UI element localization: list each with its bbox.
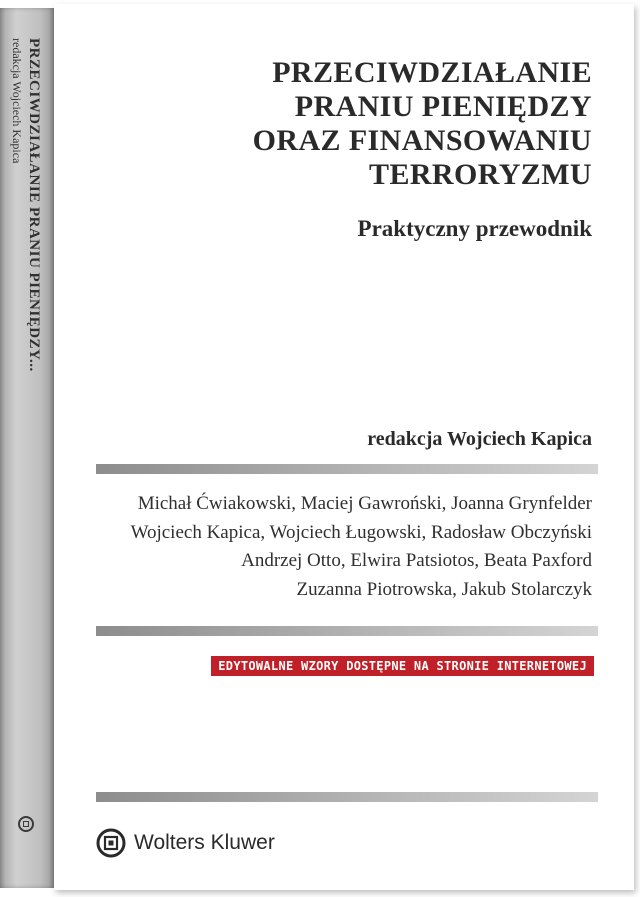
title-line: ORAZ FINANSOWANIU (252, 124, 592, 157)
author-line: Andrzej Otto, Elwira Patsiotos, Beata Paxford (241, 550, 592, 571)
author-line: Michał Ćwiakowski, Maciej Gawroński, Joanna Grynfelder (137, 493, 592, 514)
divider-bottom (96, 792, 598, 802)
book-title (112, 56, 592, 192)
title-line: TERRORYZMU (369, 158, 592, 191)
spine-editor: redakcja Wojciech Kapica (10, 38, 24, 164)
book-subtitle: Praktyczny przewodnik (357, 216, 592, 241)
divider-middle (96, 626, 598, 636)
book-cover (54, 4, 634, 890)
author-list (131, 490, 592, 604)
author-line: Wojciech Kapica, Wojciech Ługowski, Radosław Obczyński (130, 521, 592, 543)
title-line: PRZECIWDZIAŁANIE (272, 56, 592, 89)
title-line: PRANIU PIENIĘDZY (294, 90, 592, 123)
spine-text (9, 38, 42, 372)
book-editor: redakcja Wojciech Kapica (367, 428, 592, 450)
book-spine (0, 8, 54, 888)
divider-top (96, 464, 598, 474)
author-line: Zuzanna Piotrowska, Jakub Stolarczyk (296, 578, 592, 600)
wolters-kluwer-logo-icon (96, 828, 126, 858)
publisher-name: Wolters Kluwer (134, 831, 275, 854)
publisher (96, 828, 275, 858)
spine-logo-icon (18, 816, 34, 832)
editable-templates-badge: EDYTOWALNE WZORY DOSTĘPNE NA STRONIE INTERNETOWEJ (211, 656, 594, 676)
spine-title: PRZECIWDZIAŁANIE PRANIU PIENIĘDZY... (26, 38, 42, 372)
